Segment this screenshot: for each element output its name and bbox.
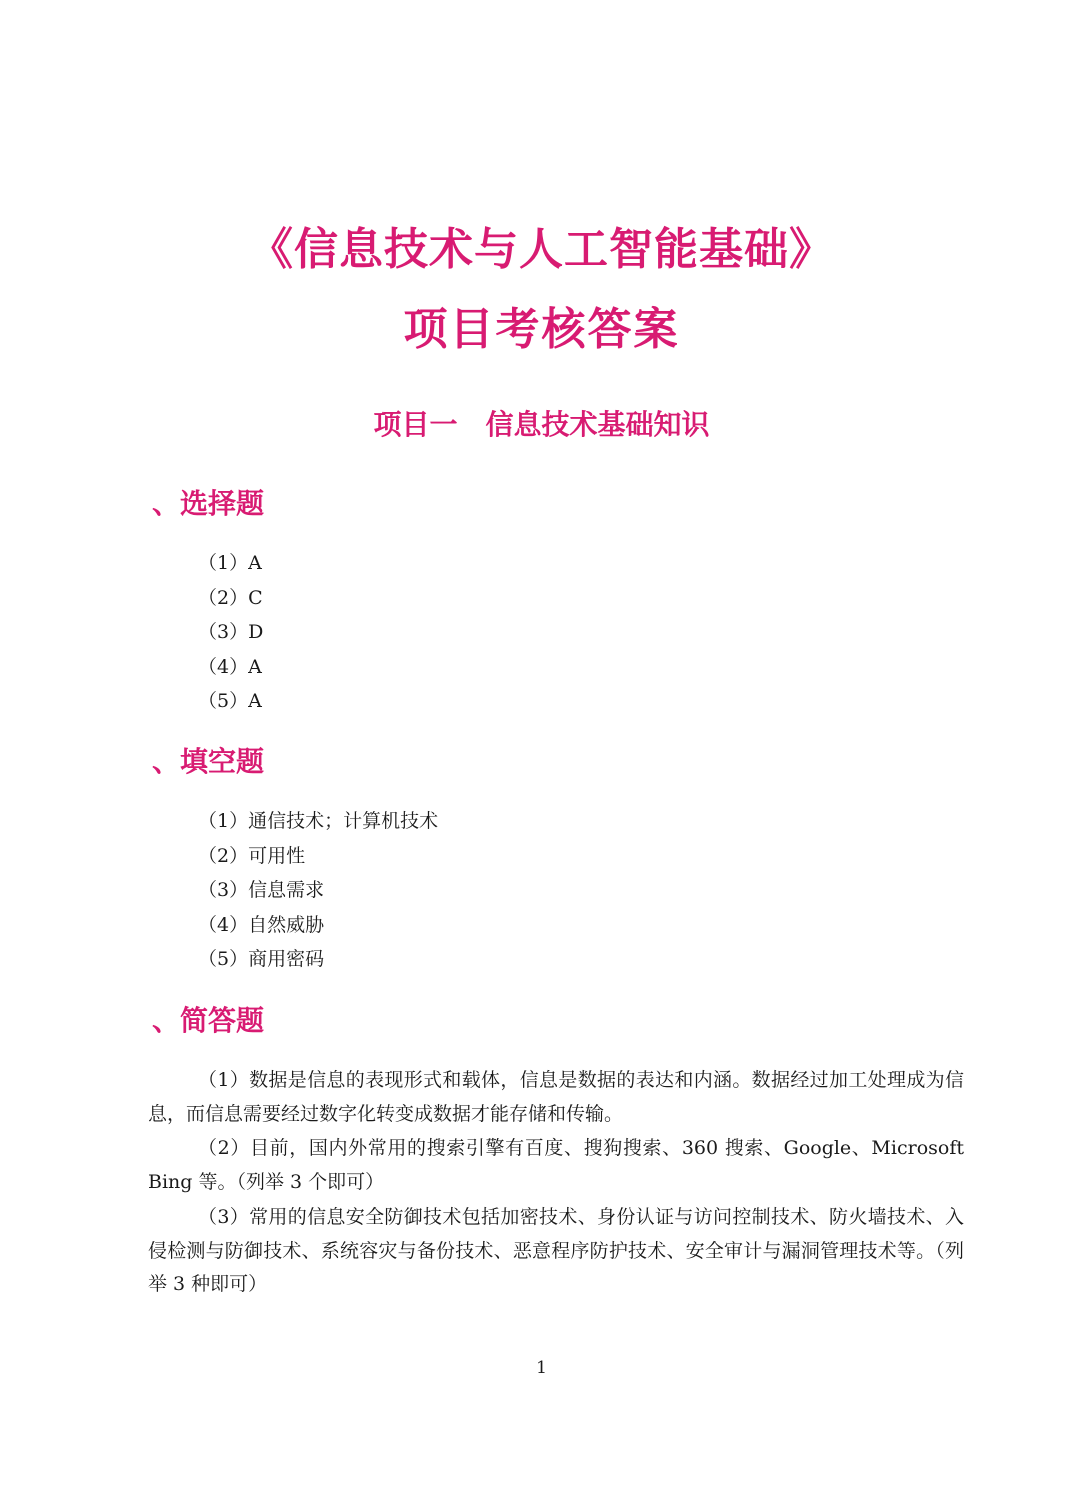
project-name: 信息技术基础知识 [485, 408, 710, 441]
fill-answer-list [198, 804, 438, 977]
document-title: 《信息技术与人工智能基础》 [249, 224, 834, 275]
answer-item: （1）通信技术；计算机技术 [198, 810, 439, 832]
page-number: 1 [536, 1358, 547, 1378]
answer-item: （5）A [198, 690, 262, 712]
answer-item: （5）商用密码 [198, 948, 325, 970]
document-subtitle: 项目考核答案 [403, 304, 680, 355]
answer-item: （2）C [198, 586, 263, 609]
answer-item: （3）D [198, 621, 264, 643]
section-heading-short-answer: 、简答题 [152, 1004, 265, 1037]
answer-item: （4）自然威胁 [198, 913, 325, 936]
section-heading-fill: 、填空题 [152, 745, 265, 778]
short-answer-paragraph: （2）目前，国内外常用的搜索引擎有百度、搜狗搜索、360 搜索、Google、Microsoft Bing 等。（列举 3 个即可） [148, 1137, 964, 1193]
short-answer-paragraph: （1）数据是信息的表现形式和载体，信息是数据的表达和内涵。数据经过加工处理成为信息，而信息需要经过数字化转变成数据才能存储和传输。 [148, 1069, 964, 1125]
choice-answer-list [198, 546, 263, 719]
answer-item: （2）可用性 [198, 844, 306, 867]
answer-item: （1）A [198, 552, 262, 574]
answer-item: （4）A [198, 655, 262, 678]
project-heading [0, 405, 1083, 445]
project-number: 项目一 [373, 408, 458, 441]
answer-item: （3）信息需求 [198, 879, 325, 901]
section-heading-choice: 、选择题 [152, 487, 265, 520]
short-answer-paragraph: （3）常用的信息安全防御技术包括加密技术、身份认证与访问控制技术、防火墙技术、入侵检测与防御技术、系统容灾与备份技术、恶意程序防护技术、安全审计与漏洞管理技术等。（列举 3 种即可） [148, 1206, 964, 1295]
